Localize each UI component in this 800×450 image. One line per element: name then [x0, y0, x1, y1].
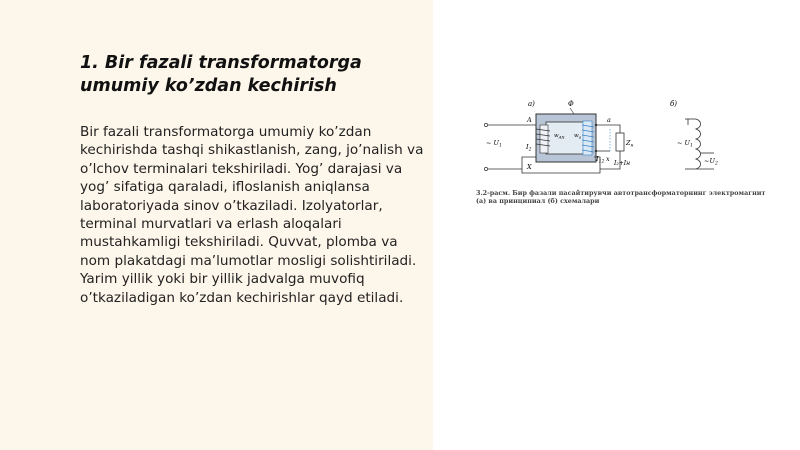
- terminal-x-label: x: [606, 155, 610, 163]
- terminal-X-label: X: [527, 163, 532, 171]
- secondary-winding: [582, 121, 594, 155]
- b-u1-label: ~ $U_1$: [677, 139, 693, 149]
- autotransformer-figure: [470, 95, 770, 215]
- input-terminal-bottom: [484, 167, 487, 170]
- b-u2-label: $\sim U_2$: [704, 157, 718, 167]
- i12-label: $I_{12}$: [596, 155, 605, 165]
- zn-label: $Z_н$: [626, 139, 634, 149]
- i2-label: $I_2$: [526, 143, 532, 153]
- wa-label: $w_a$: [574, 133, 582, 140]
- flux-leader: [570, 108, 574, 114]
- flux-label: Φ: [568, 100, 574, 108]
- autotransformer-diagram: [470, 95, 770, 190]
- terminal-a-label: a: [607, 116, 611, 124]
- panel-a-label: а): [528, 100, 535, 108]
- tap-x-node: [595, 150, 597, 152]
- u1-label: ~ $U_1$: [486, 139, 502, 149]
- panel-b-label: б): [670, 100, 678, 108]
- terminal-A-label: A: [527, 116, 532, 124]
- wax-label: $w_{AX}$: [554, 133, 565, 140]
- slide-title: 1. Bir fazali transformatorga umumiy ko’zdan kechirish: [80, 53, 362, 96]
- tap-a-node: [595, 124, 597, 126]
- slide-body-text: Bir fazali transformatorga umumiy ko’zdan kechirishda tashqi shikastlanish, zang, jo’nalish va o’lchov terminalari tekshiriladi. Yog’ darajasi va yog’ sifatiga qaraladi, ifloslanish aniqlansa laboratoriyada sinov o’tkaziladi. Izolyatorlar, terminal murvatlari va erlash aloqalari mustahkamligi tekshiriladi. Quvvat, plomba va nom plakatdagi ma’lumotlar mosligi solishtiriladi. Yarim yillik yoki bir yillik jadvalga muvofiq o’tkaziladigan ko’zdan kechirishlar qayd etiladi.: [80, 124, 424, 306]
- input-terminal-top: [484, 123, 487, 126]
- i2-in-label: I₂+Iн: [614, 160, 631, 167]
- load-impedance: [616, 133, 624, 151]
- figure-caption: 3.2-расм. Бир фазали пасайтирувчи автотрансформаторнинг электромагнит (а) ва принципиал (б) схемалари: [476, 189, 766, 205]
